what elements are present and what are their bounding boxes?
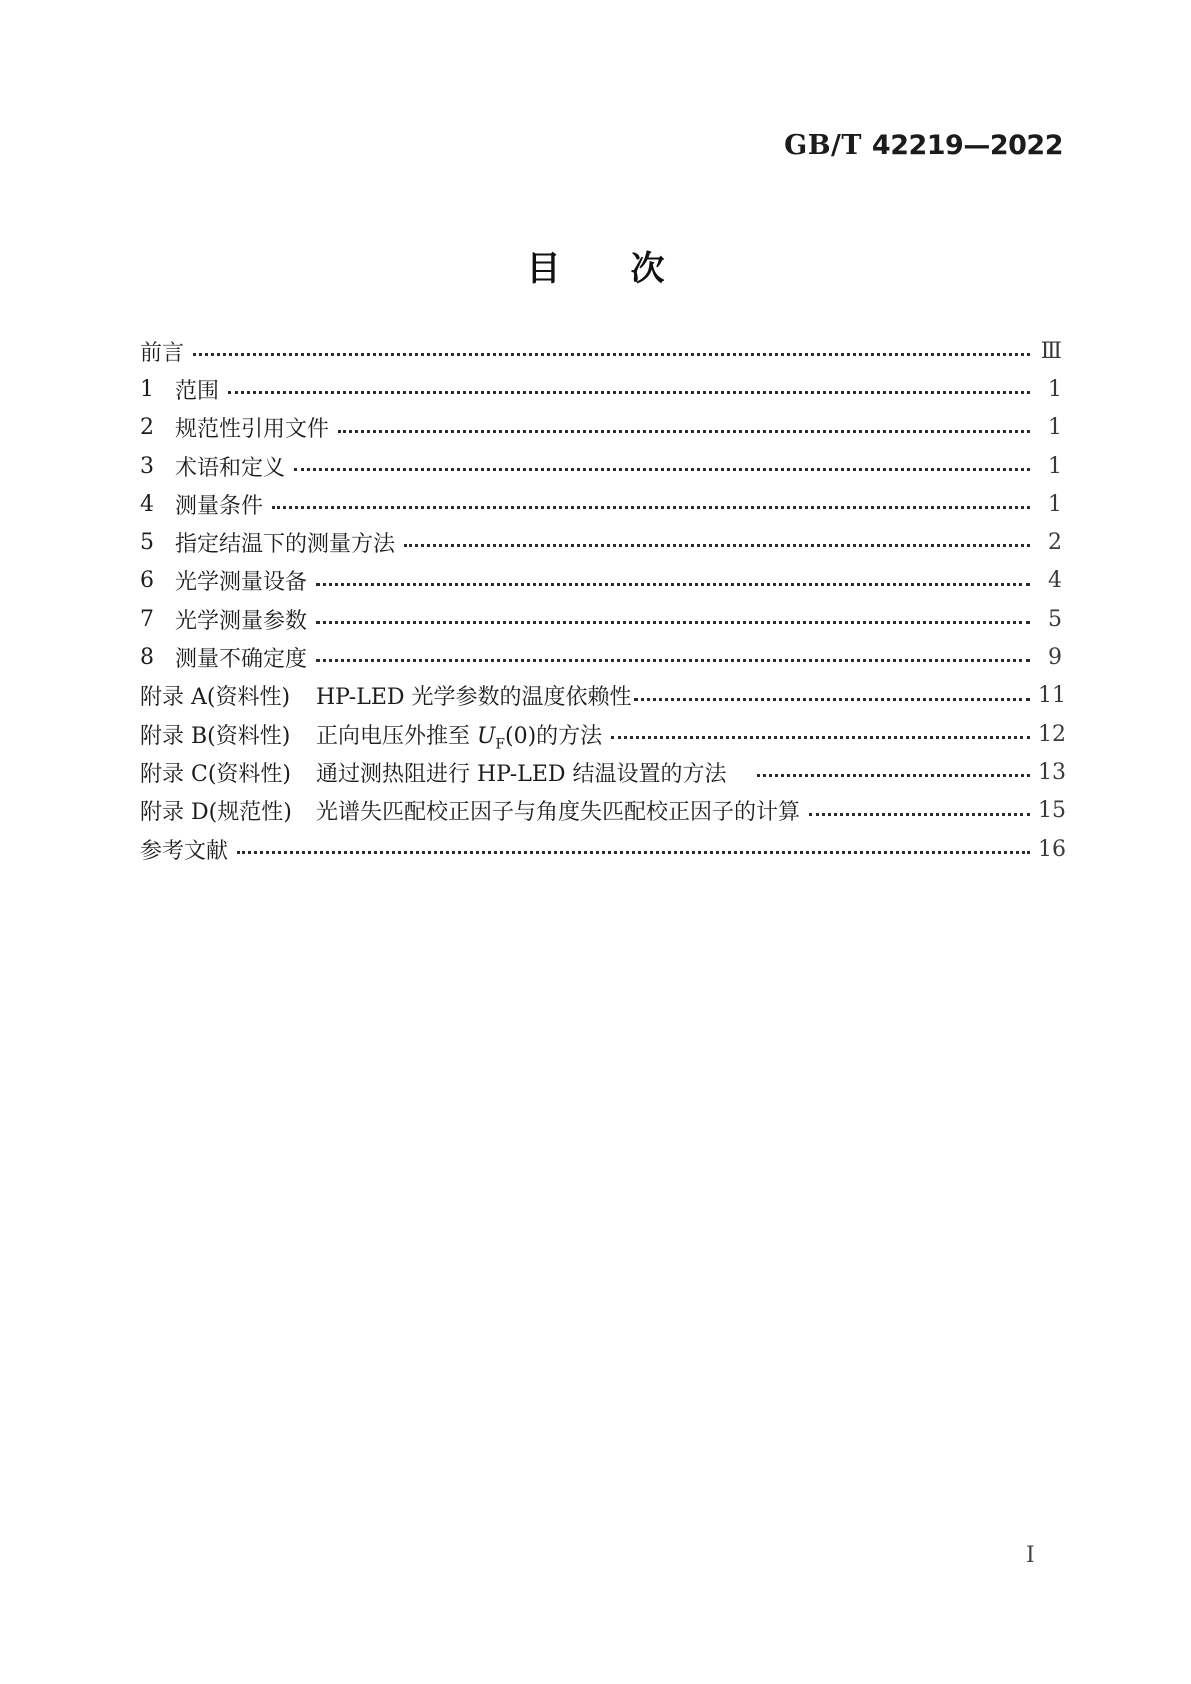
toc-page-number: 12: [1038, 721, 1066, 747]
toc-page-number: 16: [1038, 836, 1066, 862]
dot-leader: [228, 830, 1032, 868]
toc-page-number: 2: [1048, 530, 1062, 556]
toc-annex-label: 附录 D(规范性): [140, 800, 292, 826]
toc-page-number: 5: [1048, 606, 1062, 632]
page-title: [0, 241, 1191, 290]
dot-leader: [184, 332, 1032, 370]
toc-entry-annex-c: [140, 753, 1066, 791]
toc-entry-title: 范围: [175, 378, 220, 404]
toc-page-number: Ⅲ: [1040, 338, 1062, 364]
standard-code-number: 42219—2022: [871, 130, 1063, 161]
toc-entry-number: 2: [140, 415, 154, 441]
variable-symbol: U: [477, 723, 496, 749]
dot-leader: [727, 753, 1032, 791]
toc-entry-title: 通过测热阻进行 HP-LED 结温设置的方法: [316, 761, 727, 787]
toc-page-number: 9: [1048, 645, 1062, 671]
toc-page-number: 11: [1038, 683, 1066, 709]
page-title-char-2: 次: [630, 249, 665, 289]
dot-leader: [219, 370, 1032, 408]
toc-page-number: 1: [1048, 491, 1062, 517]
toc-entry-5: [140, 523, 1062, 561]
dot-leader: [285, 447, 1032, 485]
toc-page-number: 1: [1048, 453, 1062, 479]
toc-entry-number: 4: [140, 491, 154, 517]
toc-page-number: 13: [1038, 759, 1066, 785]
toc-entry-title: 测量条件: [175, 493, 264, 519]
toc-entry-6: [140, 562, 1062, 600]
toc-entry-number: 8: [140, 645, 154, 671]
toc-entry-annex-b: [140, 715, 1066, 753]
toc-entry-4: [140, 485, 1062, 523]
variable-subscript: F: [495, 736, 506, 752]
toc-entry-title: 正向电压外推至 $U_F(0)$的方法: [316, 723, 603, 752]
toc-entry-title: HP-LED 光学参数的温度依赖性: [316, 685, 632, 711]
dot-leader: [395, 523, 1032, 561]
dot-leader: [329, 409, 1032, 447]
dot-leader: [632, 677, 1032, 715]
dot-leader: [307, 638, 1032, 676]
toc-entry-title: 参考文献: [140, 838, 229, 864]
toc-entry-number: 7: [140, 606, 154, 632]
toc-annex-label: 附录 B(资料性): [140, 723, 291, 749]
toc-entry-number: 6: [140, 568, 154, 594]
toc-entry-title: 测量不确定度: [175, 647, 308, 673]
toc-list: [140, 332, 1066, 868]
toc-entry-1: [140, 370, 1062, 408]
toc-page-number: 1: [1048, 415, 1062, 441]
dot-leader: [307, 600, 1032, 638]
toc-entry-number: 3: [140, 453, 154, 479]
toc-entry-title: 规范性引用文件: [175, 417, 330, 443]
toc-entry-number: 1: [140, 376, 154, 402]
toc-entry-8: [140, 638, 1062, 676]
page-title-char-1: 目: [526, 249, 561, 289]
toc-entry-annex-a: [140, 677, 1066, 715]
toc-entry-foreword: [140, 332, 1062, 370]
toc-entry-title: 光谱失匹配校正因子与角度失匹配校正因子的计算: [316, 800, 801, 826]
toc-page-number: 4: [1048, 568, 1062, 594]
toc-annex-label: 附录 A(资料性): [140, 685, 291, 711]
dot-leader: [307, 562, 1032, 600]
toc-page-number: 1: [1048, 376, 1062, 402]
toc-entry-number: 5: [140, 530, 154, 556]
toc-entry-title: 指定结温下的测量方法: [175, 532, 396, 558]
dot-leader: [263, 485, 1032, 523]
toc-entry-2: [140, 409, 1062, 447]
dot-leader: [602, 715, 1032, 753]
toc-entry-3: [140, 447, 1062, 485]
toc-entry-annex-d: [140, 792, 1066, 830]
toc-entry-title: 前言: [140, 340, 185, 366]
standard-code: [784, 130, 1063, 161]
toc-annex-label: 附录 C(资料性): [140, 761, 291, 787]
dot-leader: [800, 792, 1032, 830]
toc-page-number: 15: [1038, 798, 1066, 824]
toc-entry-title: 光学测量参数: [175, 608, 308, 634]
footer-page-number: Ⅰ: [1026, 1543, 1035, 1568]
standard-code-prefix: GB/T: [784, 130, 862, 161]
toc-entry-references: [140, 830, 1066, 868]
toc-entry-title: 光学测量设备: [175, 570, 308, 596]
toc-entry-title: 术语和定义: [175, 455, 286, 481]
toc-entry-7: [140, 600, 1062, 638]
